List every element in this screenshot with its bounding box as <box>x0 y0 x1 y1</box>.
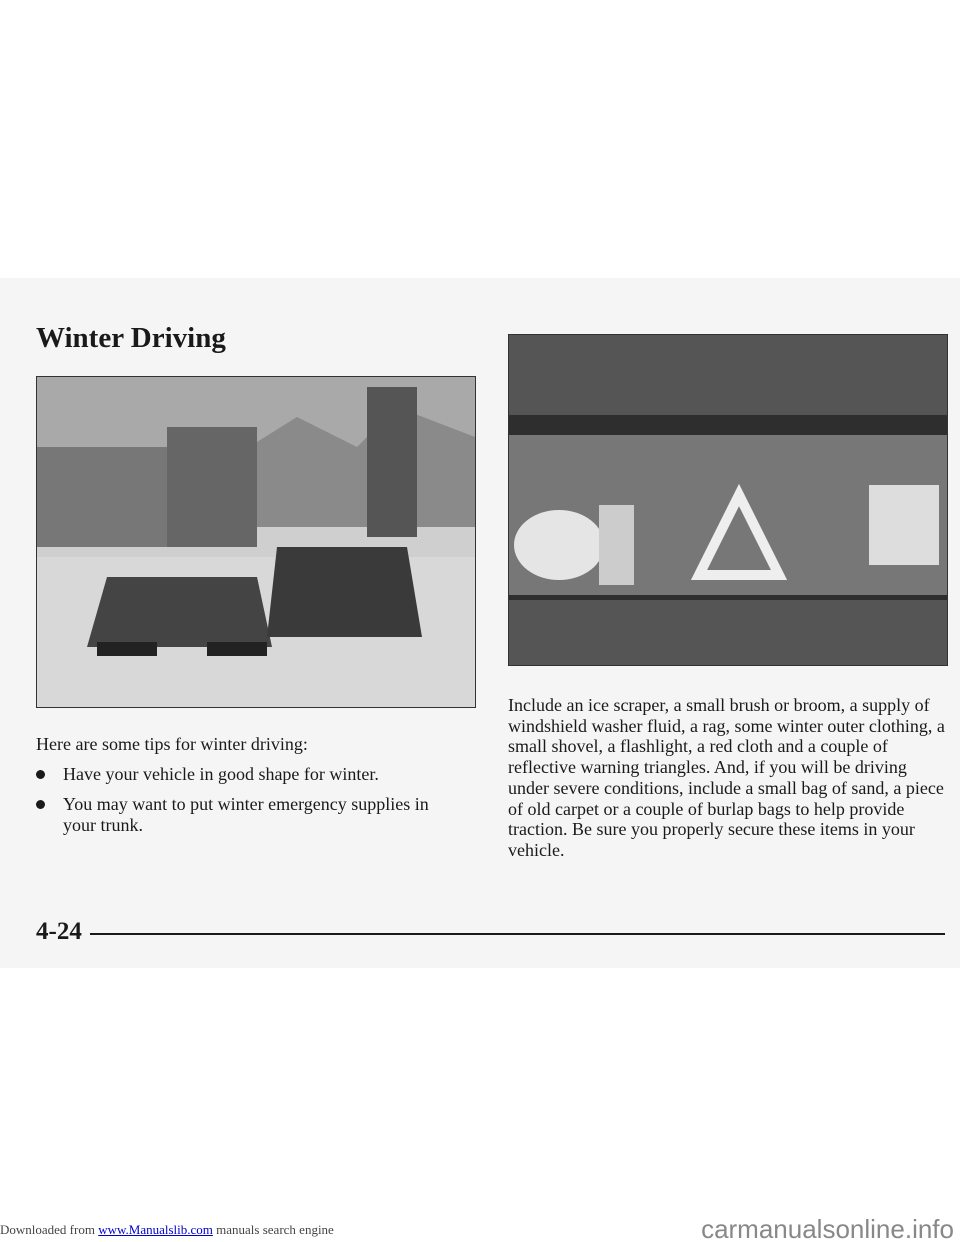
supplies-paragraph: Include an ice scraper, a small brush or broom, a supply of windshield washer fluid, a rag, some winter outer clothing, a small shovel, a flashlight, a red cloth and a couple of reflective warning triangles. And, if you will be driving under severe conditions, include a small bag of sand, a piece of old carpet or a couple of burlap bags to help provide traction. Be sure you properly secure these items in your vehicle. <box>508 695 945 860</box>
section-title: Winter Driving <box>36 322 226 354</box>
list-item-text: Have your vehicle in good shape for winter. <box>63 764 379 784</box>
bullet-icon <box>36 770 45 779</box>
watermark: carmanualsonline.info <box>701 1214 954 1242</box>
trunk-supplies-illustration <box>508 334 948 666</box>
page-number: 4-24 <box>36 918 82 945</box>
list-item <box>36 764 466 785</box>
bullet-icon <box>36 800 45 809</box>
footer-suffix: manuals search engine <box>216 1222 334 1237</box>
download-footer <box>0 1222 334 1238</box>
manualslib-link[interactable]: www.Manualslib.com <box>98 1222 213 1237</box>
footer-prefix: Downloaded from <box>0 1222 95 1237</box>
footer-rule <box>90 933 945 935</box>
list-item-text: You may want to put winter emergency supplies in your trunk. <box>63 794 429 835</box>
intro-text: Here are some tips for winter driving: <box>36 734 308 754</box>
tips-list <box>36 764 466 845</box>
winter-street-illustration <box>36 376 476 708</box>
list-item <box>36 794 466 836</box>
